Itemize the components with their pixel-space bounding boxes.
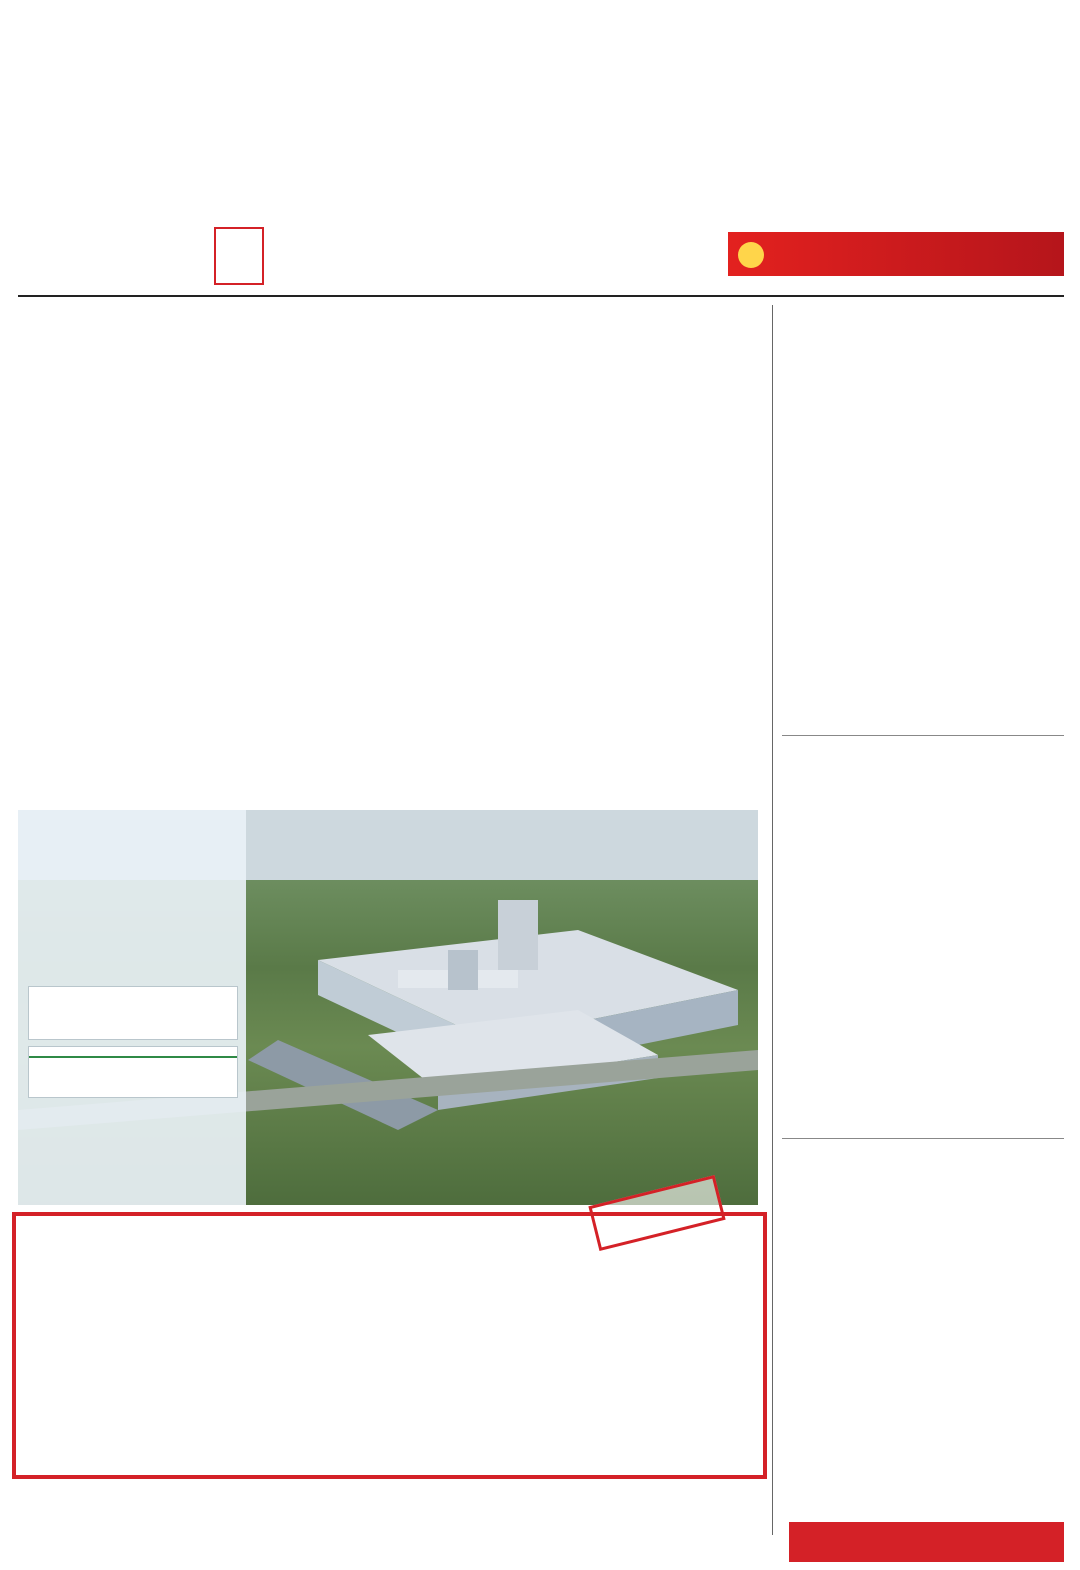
top-col-2 — [740, 155, 890, 215]
contest-ad[interactable] — [28, 986, 238, 1040]
party-body — [790, 826, 1062, 1126]
top-col-3 — [900, 155, 1060, 199]
photo-caption — [32, 902, 232, 954]
macheng-col-3 — [388, 1542, 568, 1566]
top-col-3-end — [980, 199, 1060, 213]
sidebar-divider-2 — [782, 1138, 1064, 1139]
bank-ad-name — [29, 1047, 237, 1053]
main-col-3 — [394, 396, 566, 800]
medical-col-3 — [384, 1276, 554, 1471]
sidebar-divider-1 — [782, 735, 1064, 736]
photo-credit — [32, 958, 232, 972]
date-box — [214, 227, 264, 285]
main-col-4 — [576, 396, 748, 800]
top-divider — [18, 295, 1064, 297]
masthead-title — [40, 68, 540, 218]
top-col-1-end — [560, 258, 730, 274]
medical-col-4 — [568, 1222, 754, 1471]
photo-caption-card — [18, 810, 246, 1205]
macheng-col-4 — [576, 1542, 762, 1566]
party-emblem-icon — [738, 242, 764, 268]
top-col-1 — [560, 155, 730, 243]
medical-col-1 — [28, 1276, 198, 1471]
main-col-1 — [30, 396, 202, 800]
medical-col-2 — [206, 1276, 376, 1471]
bank-ad[interactable] — [28, 1046, 238, 1098]
slogan-banner — [789, 1522, 1064, 1562]
industry-body — [790, 1214, 1062, 1516]
macheng-col-1 — [28, 1542, 200, 1566]
column-divider — [772, 305, 773, 1535]
macheng-col-2 — [208, 1542, 380, 1566]
lead-banner[interactable] — [728, 232, 1064, 276]
bank-ad-branch — [29, 1056, 237, 1058]
main-col-2 — [212, 396, 384, 800]
talent-body — [790, 382, 1062, 724]
